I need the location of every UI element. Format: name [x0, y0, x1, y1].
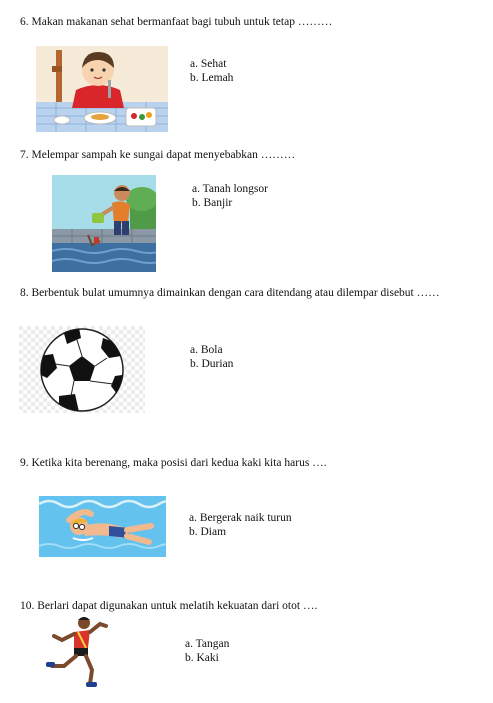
- question-6-options: [190, 57, 233, 85]
- question-6-option-a[interactable]: a. Sehat: [190, 58, 227, 70]
- question-10-options: [185, 637, 229, 665]
- question-8-option-b[interactable]: b. Durian: [190, 358, 234, 370]
- question-7-options: [192, 182, 268, 210]
- question-7-text: 7. Melempar sampah ke sungai dapat menyebabkan ………: [20, 149, 296, 161]
- question-8-text: 8. Berbentuk bulat umumnya dimainkan dengan cara ditendang atau dilempar disebut ……: [20, 287, 440, 299]
- question-10-text: 10. Berlari dapat digunakan untuk melatih kekuatan dari otot ….: [20, 600, 318, 612]
- swimmer-image: [39, 496, 166, 557]
- question-10-option-b[interactable]: b. Kaki: [185, 652, 219, 664]
- question-9-option-b[interactable]: b. Diam: [189, 526, 227, 538]
- question-6-option-b[interactable]: b. Lemah: [190, 72, 234, 84]
- boy-eating-image: [36, 46, 168, 132]
- question-9-option-a[interactable]: a. Bergerak naik turun: [189, 512, 292, 524]
- question-7-option-a[interactable]: a. Tanah longsor: [192, 183, 268, 195]
- question-7-option-b[interactable]: b. Banjir: [192, 197, 233, 209]
- question-6-text: 6. Makan makanan sehat bermanfaat bagi tubuh untuk tetap ………: [20, 16, 333, 28]
- soccer-ball-image: [19, 326, 145, 413]
- question-10-option-a[interactable]: a. Tangan: [185, 638, 230, 650]
- question-9-text: 9. Ketika kita berenang, maka posisi dari kedua kaki kita harus ….: [20, 457, 327, 469]
- question-8-option-a[interactable]: a. Bola: [190, 344, 223, 356]
- man-throwing-trash-image: [52, 175, 156, 272]
- question-9-options: [189, 511, 292, 539]
- question-8-options: [190, 343, 233, 371]
- runner-image: [44, 614, 110, 690]
